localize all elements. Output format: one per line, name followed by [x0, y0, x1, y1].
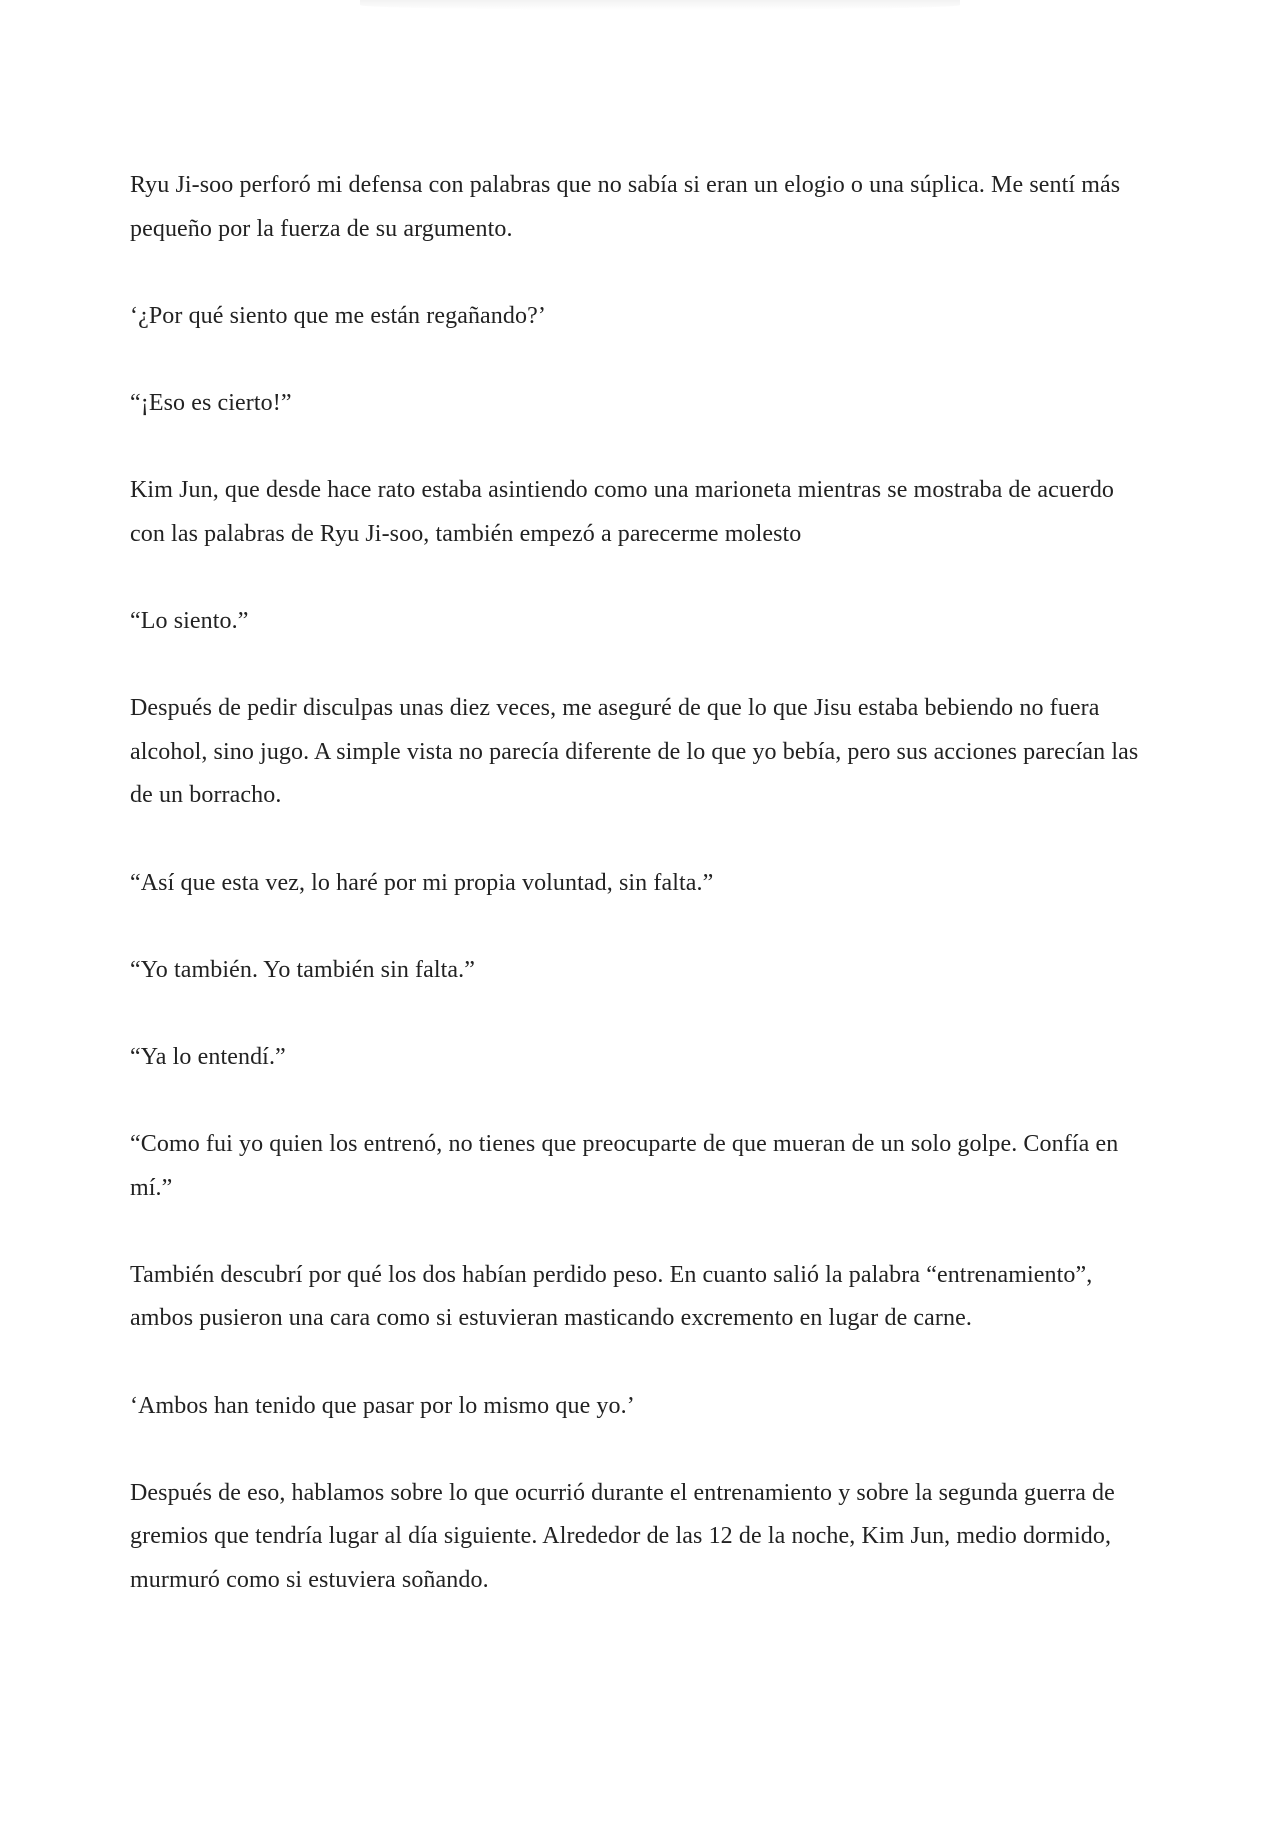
paragraph: Después de pedir disculpas unas diez veces, me aseguré de que lo que Jisu estaba bebiendo no fuera alcohol, sino jugo. A simple vista no parecía diferente de lo que yo bebía, pero sus acciones parecían las de un borracho. [130, 695, 1139, 809]
paragraph: Después de eso, hablamos sobre lo que ocurrió durante el entrenamiento y sobre la segunda guerra de gremios que tendría lugar al día siguiente. Alrededor de las 12 de la noche, Kim Jun, medio dormido, murmuró como si estuviera soñando. [130, 1479, 1115, 1593]
paragraph: “Ya lo entendí.” [130, 1043, 286, 1070]
paragraph: “Yo también. Yo también sin falta.” [130, 956, 476, 983]
paragraph: “Lo siento.” [130, 607, 249, 634]
paragraph: “Como fui yo quien los entrenó, no tienes que preocuparte de que mueran de un solo golpe. Confía en mí.” [130, 1131, 1119, 1201]
paragraph: ‘¿Por qué siento que me están regañando?’ [130, 302, 546, 329]
paragraph: “¡Eso es cierto!” [130, 389, 292, 416]
top-shadow [360, 0, 960, 10]
paragraph: Ryu Ji-soo perforó mi defensa con palabras que no sabía si eran un elogio o una súplica. Me sentí más pequeño por la fuerza de su argumento. [130, 172, 1121, 242]
paragraph: Kim Jun, que desde hace rato estaba asintiendo como una marioneta mientras se mostraba de acuerdo con las palabras de Ryu Ji-soo, también empezó a parecerme molesto [130, 477, 1115, 547]
paragraph: “Así que esta vez, lo haré por mi propia voluntad, sin falta.” [130, 869, 714, 896]
paragraph: ‘Ambos han tenido que pasar por lo mismo que yo.’ [130, 1392, 635, 1419]
document-body [130, 164, 1160, 1646]
paragraph: También descubrí por qué los dos habían perdido peso. En cuanto salió la palabra “entrenamiento”, ambos pusieron una cara como si estuvieran masticando excremento en lugar de carne. [130, 1261, 1093, 1332]
